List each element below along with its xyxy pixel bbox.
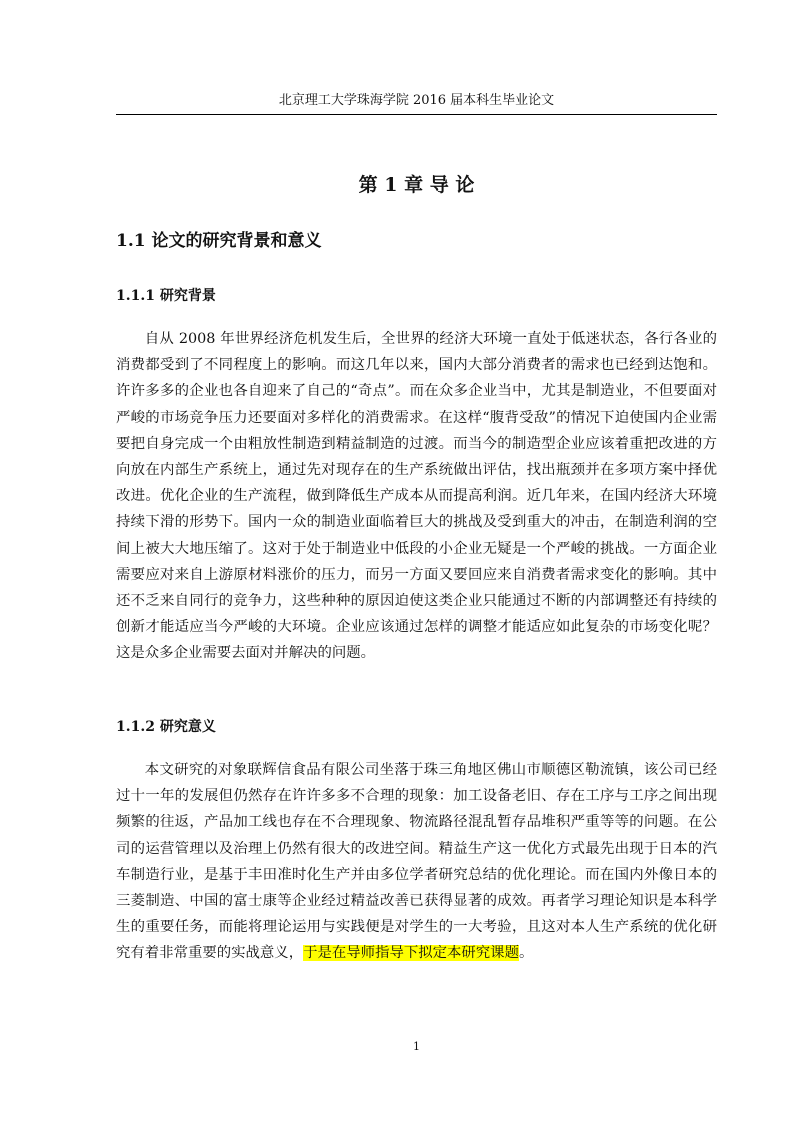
paragraph-significance-end: 。 (518, 945, 534, 962)
section-title: 1.1 论文的研究背景和意义 (116, 231, 322, 251)
paragraph-significance (116, 757, 717, 967)
running-header: 北京理工大学珠海学院 2016 届本科生毕业论文 (278, 93, 555, 108)
subsection-title-background: 1.1.1 研究背景 (116, 288, 216, 304)
paragraph-significance-text: 本文研究的对象联辉信食品有限公司坐落于珠三角地区佛山市顺德区勒流镇，该公司已经过十一年的发展但仍然存在许许多多不合理的现象：加工设备老旧、存在工序与工序之间出现频繁的往返，产品加工线也存在不合理现象、物流路径混乱暂存品堆积严重等等的问题。在公司的运营管理以及治理上仍然有很大的改进空间。精益生产这一优化方式最先出现于日本的汽车制造行业，是基于丰田准时化生产并由多位学者研究总结的优化理论。而在国内外像日本的三菱制造、中国的富士康等企业经过精益改善已获得显著的成效。再者学习理论知识是本科学生的重要任务，而能将理论运用与实践便是对学生的一大考验，且这对本人生产系统的优化研究有着非常重要的实战意义， (116, 762, 717, 962)
subsection-title-significance: 1.1.2 研究意义 (116, 719, 216, 735)
chapter-title: 第 1 章 导 论 (358, 174, 475, 196)
page-number: 1 (413, 1040, 420, 1053)
highlighted-text: 于是在导师指导下拟定本研究课题 (303, 945, 519, 962)
paragraph-background: 自从 2008 年世界经济危机发生后，全世界的经济大环境一直处于低迷状态，各行各业的消费都受到了不同程度上的影响。而这几年以来，国内大部分消费者的需求也已经到达饱和。许许多多的企业也各自迎来了自己的“奇点”。而在众多企业当中，尤其是制造业，不但要面对严峻的市场竞争压力还要面对多样化的消费需求。在这样“腹背受敌”的情况下迫使国内企业需要把自身完成一个由粗放性制造到精益制造的过渡。而当今的制造型企业应该着重把改进的方向放在内部生产系统上，通过先对现存在的生产系统做出评估，找出瓶颈并在多项方案中择优改进。优化企业的生产流程，做到降低生产成本从而提高利润。近几年来，在国内经济大环境持续下滑的形势下。国内一众的制造业面临着巨大的挑战及受到重大的冲击，在制造利润的空间上被大大地压缩了。这对于处于制造业中低段的小企业无疑是一个严峻的挑战。一方面企业需要应对来自上游原材料涨价的压力，而另一方面又要回应来自消费者需求变化的影响。其中还不乏来自同行的竞争力，这些种种的原因迫使这类企业只能通过不断的内部调整还有持续的创新才能适应当今严峻的大环境。企业应该通过怎样的调整才能适应如此复杂的市场变化呢？这是众多企业需要去面对并解决的问题。 (116, 331, 717, 662)
header-rule (116, 114, 717, 115)
